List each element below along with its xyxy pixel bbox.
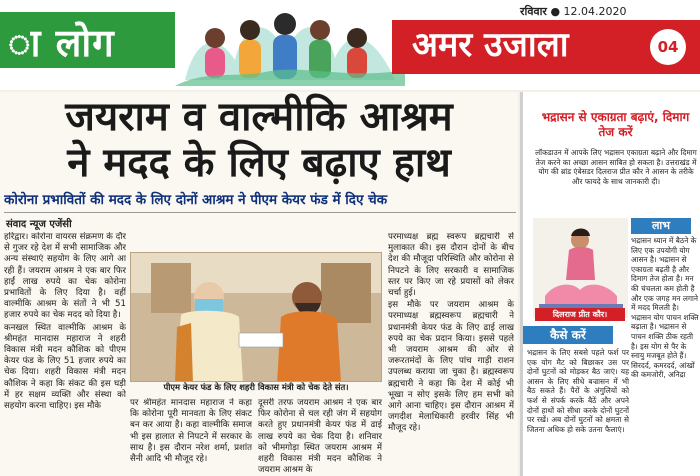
section-banner	[0, 12, 180, 68]
benefits-heading: लाभ	[631, 218, 691, 234]
separator-icon: ●	[550, 5, 564, 18]
person-4	[309, 20, 331, 78]
byline: संवाद न्यूज एजेंसी	[6, 219, 72, 230]
photo-caption: पीएम केयर फंड के लिए शहरी विकास मंत्री को चेक देते संत।	[163, 382, 349, 392]
dateline	[520, 4, 627, 19]
article-photo	[130, 252, 382, 382]
cheque-shape	[239, 333, 283, 347]
headline-line-1: जयराम व वाल्मीकि आश्रम	[65, 93, 453, 140]
yoga-photo	[533, 218, 628, 318]
benefits-text: भद्रासन ध्यान में बैठने के लिए एक उपयोगी योग आसन है। भद्रासन से एकाग्रता बढ़ती है और दिमाग तेज होता है। मन की चंचलता कम होती है और एक जगह मन लगाने में मदद मिलती है। भद्रासन योग पाचन शक्ति बढ़ाता है। भद्रासन से पाचन शक्ति ठीक रहती है। इस योग से पैर के स्नायु मजबूत होते हैं। सिरदर्द, कमरदर्द, आंखों की कमजोरी, अनिद्रा	[631, 236, 699, 380]
how-to-text: भद्रासन के लिए सबसे पहले फर्श पर एक योग मैट को बिछाकर उस पर दोनों घुटनों को मोड़कर बैठ जाएं। यह आसन के लिए सीधे बज्रासन में भी बैठ सकते हैं। पैरों के अंगुलियों को फर्श से संपर्क करके बैठें और अपने दोनों हाथों को सीधा करके दोनों घुटनों पर रखें। अब दोनों घुटनों को क्षमता से जितना अधिक हो सके उतना फैलाएं।	[527, 348, 629, 434]
yoga-photo-caption: दिलराज प्रीत कौर।	[535, 308, 625, 321]
article-column-4	[388, 232, 514, 476]
day-label: रविवार	[520, 5, 547, 18]
paragraph: हरिद्वार। कोरोना वायरस संक्रमण के दौर से गुजर रहे देश में सभी सामाजिक और अन्य संस्थाएं सहयोग के लिए आगे आ रही हैं। जयराम आश्रम ने एक बार फिर हाईं लाख रुपये का चेक कोरोना प्रभावितों के लिए दिया है। वहीं वाल्मीकि आश्रम के संतों ने भी 51 हजार रुपये का चेक मदद को दिया है।	[4, 232, 126, 321]
how-to-heading: कैसे करें	[523, 326, 613, 344]
paragraph: इस मौके पर जयराम आश्रम के परमाध्यक्ष ब्रह्मस्वरूप ब्रह्मचारी ने प्रधानमंत्री केयर फंड के लिए ढाई लाख रुपये का चेक प्रदान किया। इससे पहले भी जयराम आश्रम की ओर से जरूरतमंदों के लिए पांच गाड़ी राशन उपलब्ध कराया जा चुका है। ब्रह्मस्वरूप ब्रह्मचारी ने कहा कि देश में कोई भी भूखा न सोए इसके लिए हम सभी को आगे आना चाहिए। इस दौरान आश्रम में जगदीश मेलाधिकारी हरवीर सिंह भी मौजूद रहे।	[388, 300, 514, 434]
headline-line-2: ने मदद के लिए बढ़ाए हाथ	[67, 139, 451, 186]
masthead	[0, 0, 700, 90]
people-illustration	[175, 0, 405, 86]
divider	[4, 212, 516, 213]
article-headline	[0, 94, 518, 186]
article-column-2	[130, 398, 252, 476]
article-subhead: कोरोना प्रभावितों की मदद के लिए दोनों आश्रम ने पीएम केयर फंड में दिए चेक	[4, 192, 388, 208]
date-label: 12.04.2020	[563, 5, 627, 18]
person-1	[205, 28, 225, 78]
person-3	[273, 13, 297, 79]
person-5	[347, 28, 367, 78]
sidebar-intro: लॉकडाउन में आपके लिए भद्रासन एकाग्रता बढ़ाने और दिमाग तेज करने का अच्छा आसन साबित हो सकता है। उत्तराखंड में योग की ब्रांड एंबेसडर दिलराज प्रीत कौर ने आसन के तरीके और फायदे के साथ जानकारी दी।	[535, 148, 697, 186]
yoga-sidebar	[520, 92, 700, 476]
yoga-pose-illustration	[533, 218, 628, 318]
photo-illustration	[131, 253, 382, 382]
article-column-1	[4, 232, 126, 476]
person-2	[239, 20, 261, 78]
paragraph: पर श्रीमहंत मानदास महाराज ने कहा कि कोरोना पूरी मानवता के लिए संकट बन कर आया है। कहा वाल्मीकि समाज भी इस हालात से निपटने में सरकार के साथ है। इस दौरान नरेश शर्मा, प्रशांत सैनी आदि भी मौजूद रहे।	[130, 398, 252, 465]
sidebar-title: भद्रासन से एकाग्रता बढ़ाएं, दिमाग तेज करें	[541, 110, 690, 139]
main-article	[0, 92, 518, 476]
brand-banner	[392, 20, 700, 74]
page-number-badge: 04	[650, 29, 686, 65]
paragraph: कनखल स्थित वाल्मीकि आश्रम के श्रीमहंत मानदास महाराज ने शहरी विकास मंत्री मदन कौशिक को पीएम केयर फंड के लिए 51 हजार रुपये का चेक दिया। शहरी विकास मंत्री मदन कौशिक ने कहा कि संकट की इस घड़ी में हर सक्षम व्यक्ति और संस्था को सहयोग करना चाहिए। इस मौके	[4, 322, 126, 412]
brand-logo-text: अमर उजाला	[412, 25, 569, 65]
paragraph: दूसरी तरफ जयराम आश्रम ने एक बार फिर कोरोना से चल रही जंग में सहयोग करते हुए प्रधानमंत्री केयर फंड में ढाई लाख रुपये का चेक दिया है। शनिवार को भीमगोड़ा स्थित जयराम आश्रम में शहरी विकास मंत्री मदन कौशिक ने जयराम आश्रम के	[258, 398, 382, 476]
section-label: ा लोग	[8, 21, 115, 65]
article-column-3	[258, 398, 382, 476]
paragraph: परमाध्यक्ष ब्रह्म स्वरूप ब्रह्मचारी से मुलाकात की। इस दौरान दोनों के बीच देश की मौजूदा परिस्थिति और कोरोना से निपटने के लिए सरकारी व सामाजिक स्तर पर किए जा रहे प्रयासों को लेकर चर्चा हुई।	[388, 232, 514, 299]
